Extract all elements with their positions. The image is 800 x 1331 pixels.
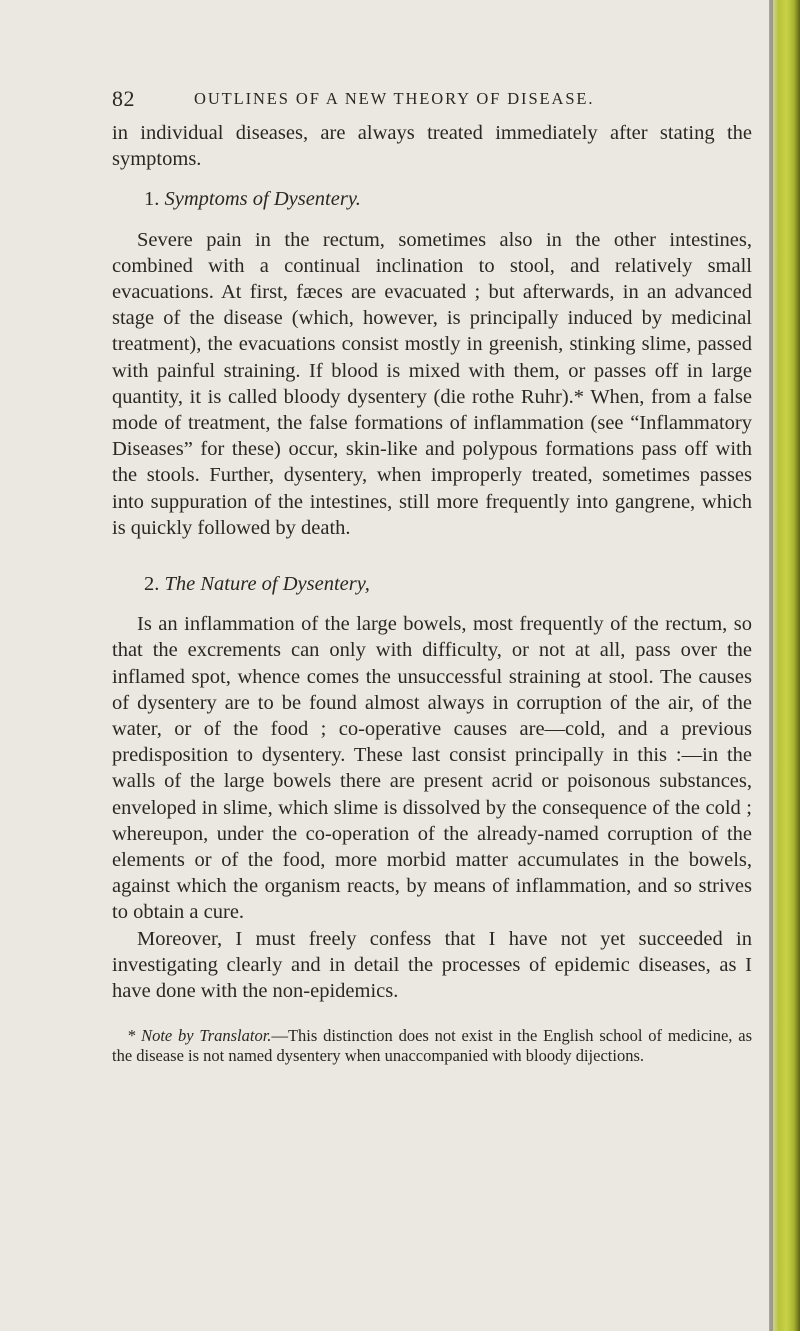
page-number: 82	[112, 86, 135, 111]
section-number: 1.	[144, 188, 160, 211]
section-title: The Nature of Dysentery,	[164, 573, 370, 596]
book-spine-edge	[770, 0, 800, 1331]
section-number: 2.	[144, 573, 160, 596]
footnote	[112, 1026, 752, 1066]
paragraph-nature: Is an inflammation of the large bowels, most frequently of the rectum, so that the excrements can only with difficulty, or not at all, pass over the inflamed spot, whence comes the unsuccessful straining at stool. The causes of dysentery are to be found almost always in corruption of the air, of the water, or of the food ; co-operative causes are—cold, and a previous predisposition to dysentery. These last consist principally in this :—in the walls of the large bowels there are present acrid or poisonous substances, enveloped in slime, which slime is dissolved by the consequence of the cold ; whereupon, under the co-operation of the already-named corruption of the elements or of the food, more morbid matter accumulates in the bowels, against which the organism reacts, by means of inflammation, and so strives to obtain a cure.	[112, 613, 752, 924]
body-text	[112, 120, 752, 1066]
running-title: OUTLINES OF A NEW THEORY OF DISEASE.	[194, 89, 595, 108]
paragraph-intro: in individual diseases, are always treated immediately after stating the symptoms.	[112, 122, 752, 171]
paragraph-symptoms: Severe pain in the rectum, sometimes also in the other intestines, combined with a continual inclination to stool, and relatively small evacuations. At first, fæces are evacuated ; but afterwards, in an advanced stage of the disease (which, however, is principally induced by medicinal treatment), the evacuations consist mostly in greenish, stinking slime, passed with painful straining. If blood is mixed with them, or passes off in large quantity, it is called bloody dysentery (die rothe Ruhr).* When, from a false mode of treatment, the false formations of inflammation (see “Inflammatory Diseases” for these) occur, skin-like and polypous formations pass off with the stools. Further, dysentery, when improperly treated, sometimes passes into suppuration of the intestines, still more frequently into gangrene, which is quickly followed by death.	[112, 228, 752, 539]
section-heading-nature	[112, 571, 752, 597]
section-heading-symptoms	[112, 186, 752, 212]
footnote-text: —This distinction does not exist in the English school of medicine, as the disease is not named dysentery when unaccompanied with bloody dijections.	[112, 1026, 752, 1066]
page-header	[112, 86, 752, 110]
page-gutter-shadow	[769, 0, 773, 1331]
footnote-marker: * Note by Translator.	[127, 1026, 272, 1046]
section-title: Symptoms of Dysentery.	[164, 188, 361, 211]
paragraph-moreover: Moreover, I must freely confess that I have not yet succeeded in investigating clearly and in detail the processes of epidemic diseases, as I have done with the non-epidemics.	[112, 927, 752, 1003]
